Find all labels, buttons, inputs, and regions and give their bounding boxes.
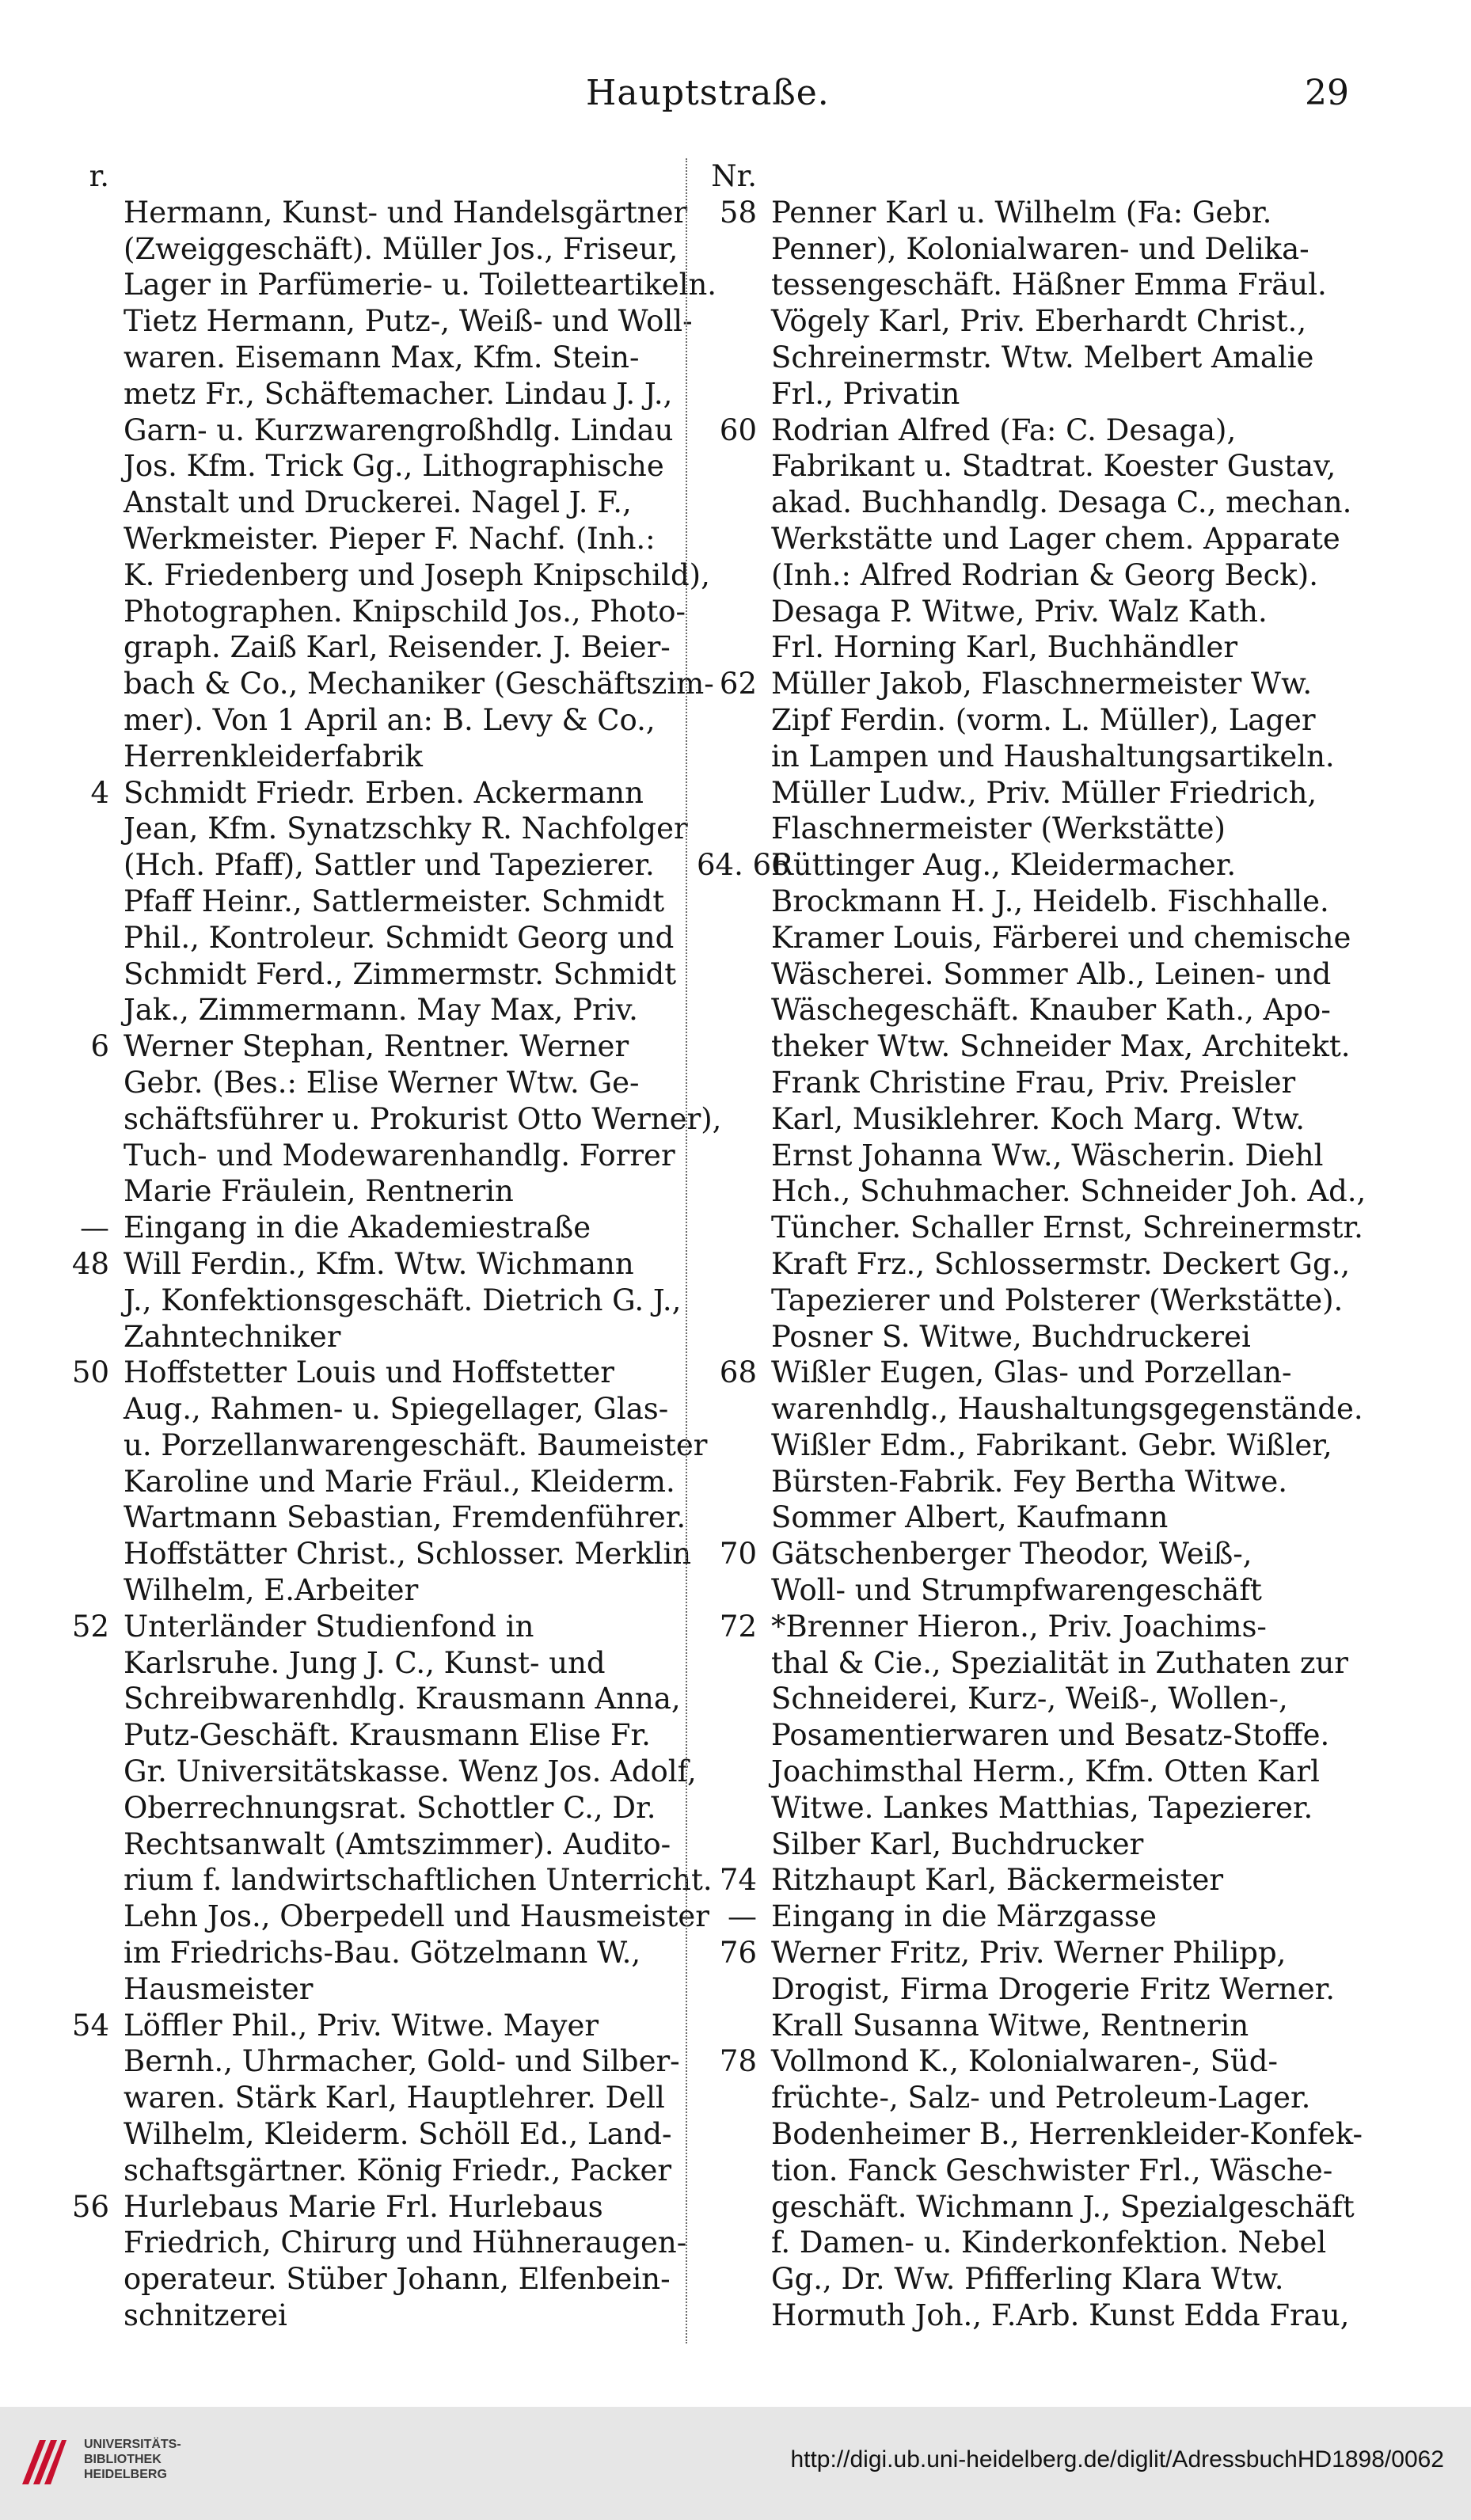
address-entry	[697, 1935, 1378, 2043]
house-number: —	[728, 1899, 757, 1934]
entry-line	[124, 158, 681, 195]
entry-line: Fabrikant u. Stadtrat. Koester Gustav,	[771, 449, 1336, 484]
entry-text	[109, 1355, 707, 1609]
entry-line: Hch., Schuhmacher. Schneider Joh. Ad.,	[771, 1174, 1366, 1209]
entry-line: Schneiderei, Kurz-, Weiß-, Wollen-,	[771, 1682, 1288, 1716]
entry-line: Hurlebaus Marie Frl. Hurlebaus	[124, 2189, 603, 2224]
entry-line: Lager in Parfümerie- u. Toiletteartikeln.	[124, 268, 717, 302]
entry-line: Gg., Dr. Ww. Pfifferling Klara Wtw.	[771, 2262, 1284, 2297]
entry-text	[109, 1609, 713, 2008]
entry-text	[757, 1899, 1378, 1935]
entry-line: Schreinermstr. Wtw. Melbert Amalie	[771, 340, 1314, 374]
entry-line: Wilhelm, Kleiderm. Schöll Ed., Land-	[124, 2117, 672, 2152]
house-number: —	[80, 1211, 109, 1245]
entry-line: Bernh., Uhrmacher, Gold- und Silber-	[124, 2044, 680, 2079]
left-column	[48, 158, 722, 2334]
entry-text	[757, 1862, 1378, 1899]
house-number: 58	[719, 195, 757, 230]
entry-line: Schmidt Friedr. Erben. Ackermann	[124, 775, 644, 810]
address-entry	[697, 1355, 1378, 1536]
entry-text	[757, 158, 1378, 195]
entry-line: früchte-, Salz- und Petroleum-Lager.	[771, 2081, 1311, 2115]
entry-line: (Hch. Pfaff), Sattler und Tapezierer.	[124, 848, 655, 883]
entry-line: Posamentierwaren und Besatz-Stoffe.	[771, 1718, 1330, 1753]
entry-line: Penner Karl u. Wilhelm (Fa: Gebr.	[771, 195, 1272, 230]
entry-line: tion. Fanck Geschwister Frl., Wäsche-	[771, 2153, 1333, 2187]
entry-line: Desaga P. Witwe, Priv. Walz Kath.	[771, 594, 1268, 629]
entry-line: Anstalt und Druckerei. Nagel J. F.,	[124, 485, 632, 520]
entry-text	[109, 775, 688, 1029]
entry-line: Vollmond K., Kolonialwaren-, Süd-	[771, 2044, 1278, 2079]
address-entry	[697, 666, 1378, 847]
entry-text	[109, 2008, 681, 2189]
entry-line: Putz-Geschäft. Krausmann Elise Fr.	[124, 1718, 651, 1753]
entry-line: Jak., Zimmermann. May Max, Priv.	[124, 993, 638, 1028]
entry-line: K. Friedenberg und Joseph Knipschild),	[124, 557, 710, 592]
address-entry	[48, 1246, 681, 1355]
house-number: 6	[90, 1029, 109, 1064]
library-logo-text	[84, 2437, 181, 2482]
address-entry	[48, 1210, 681, 1246]
library-logo-icon	[16, 2434, 71, 2489]
entry-line: Lehn Jos., Oberpedell und Hausmeister	[124, 1899, 709, 1934]
entry-line: Herrenkleiderfabrik	[124, 739, 423, 773]
entry-line: Eingang in die Akademiestraße	[124, 1211, 591, 1245]
address-entry	[48, 1355, 708, 1609]
entry-line: operateur. Stüber Johann, Elfenbein-	[124, 2262, 671, 2297]
entry-line: u. Porzellanwarengeschäft. Baumeister	[124, 1427, 708, 1462]
house-number: 52	[71, 1609, 109, 1644]
entry-line: Frl. Horning Karl, Buchhändler	[771, 630, 1238, 665]
entry-line: bach & Co., Mechaniker (Geschäftszim-	[124, 667, 714, 701]
entry-line: Pfaff Heinr., Sattlermeister. Schmidt	[124, 884, 665, 918]
entry-line: graph. Zaiß Karl, Reisender. J. Beier-	[124, 630, 671, 665]
entry-text	[109, 195, 716, 775]
entry-text	[757, 666, 1378, 847]
entry-line: Jos. Kfm. Trick Gg., Lithographische	[124, 449, 664, 484]
entry-line: Phil., Kontroleur. Schmidt Georg und	[124, 920, 675, 955]
entry-text	[757, 1355, 1378, 1536]
entry-text	[757, 1935, 1378, 2043]
source-url-link[interactable]: http://digi.ub.uni-heidelberg.de/diglit/AdressbuchHD1898/0062	[790, 2446, 1444, 2472]
entry-line: Kraft Frz., Schlossermstr. Deckert Gg.,	[771, 1246, 1351, 1281]
entry-line: Löffler Phil., Priv. Witwe. Mayer	[124, 2008, 599, 2043]
entry-line: geschäft. Wichmann J., Spezialgeschäft	[771, 2189, 1355, 2224]
entry-text	[757, 412, 1378, 667]
address-entry	[48, 2189, 687, 2334]
entry-line: Schreibwarenhdlg. Krausmann Anna,	[124, 1682, 681, 1716]
entry-line: Silber Karl, Buchdrucker	[771, 1826, 1144, 1861]
entry-line: *Brenner Hieron., Priv. Joachims-	[771, 1609, 1267, 1644]
entry-line: Gr. Universitätskasse. Wenz Jos. Adolf,	[124, 1754, 697, 1789]
entry-line: Gätschenberger Theodor, Weiß-,	[771, 1537, 1252, 1572]
entry-line: Wäscherei. Sommer Alb., Leinen- und	[771, 956, 1332, 991]
house-number: 76	[719, 1936, 757, 1971]
house-number: 48	[71, 1246, 109, 1281]
address-entry	[48, 195, 717, 775]
house-number: 74	[719, 1863, 757, 1898]
footer-bar	[0, 2407, 1471, 2520]
logo-line: BIBLIOTHEK	[84, 2453, 162, 2466]
entry-line	[771, 158, 1378, 195]
entry-line: Werkstätte und Lager chem. Apparate	[771, 521, 1340, 556]
entry-text	[757, 847, 1378, 1355]
entry-text	[109, 2189, 686, 2334]
entry-line: Jean, Kfm. Synatzschky R. Nachfolger	[124, 811, 688, 846]
entry-line: Karl, Musiklehrer. Koch Marg. Wtw.	[771, 1101, 1306, 1136]
entry-line: Frl., Privatin	[771, 376, 960, 411]
entry-line: in Lampen und Haushaltungsartikeln.	[771, 739, 1335, 773]
entry-line: Bürsten-Fabrik. Fey Bertha Witwe.	[771, 1464, 1288, 1499]
entry-line: Aug., Rahmen- u. Spiegellager, Glas-	[124, 1392, 669, 1427]
entry-line: Will Ferdin., Kfm. Wtw. Wichmann	[124, 1246, 634, 1281]
entry-line: Vögely Karl, Priv. Eberhardt Christ.,	[771, 304, 1307, 339]
entry-line: Tietz Hermann, Putz-, Weiß- und Woll-	[124, 304, 693, 339]
entry-line: schaftsgärtner. König Friedr., Packer	[124, 2153, 672, 2187]
entry-text	[109, 158, 681, 195]
entry-line: metz Fr., Schäftemacher. Lindau J. J.,	[124, 376, 673, 411]
house-number: r.	[89, 159, 109, 193]
entry-line: Krall Susanna Witwe, Rentnerin	[771, 2008, 1249, 2043]
page-title: Hauptstraße.	[586, 73, 830, 113]
entry-line: Gebr. (Bes.: Elise Werner Wtw. Ge-	[124, 1065, 640, 1100]
address-entry	[48, 158, 681, 195]
entry-line: Drogist, Firma Drogerie Fritz Werner.	[771, 1971, 1336, 2006]
address-entry	[48, 1028, 722, 1210]
entry-line: Garn- u. Kurzwarengroßhdlg. Lindau	[124, 412, 674, 447]
entry-line: Ernst Johanna Ww., Wäscherin. Diehl	[771, 1138, 1324, 1173]
entry-line: Flaschnermeister (Werkstätte)	[771, 811, 1226, 846]
entry-line: Hoffstätter Christ., Schlosser. Merklin	[124, 1537, 692, 1572]
logo-line: HEIDELBERG	[84, 2468, 167, 2481]
entry-line: Wäschegeschäft. Knauber Kath., Apo-	[771, 993, 1331, 1028]
address-entry	[697, 2043, 1378, 2333]
entry-line: tessengeschäft. Häßner Emma Fräul.	[771, 268, 1327, 302]
entry-line: f. Damen- u. Kinderkonfektion. Nebel	[771, 2225, 1327, 2260]
entry-text	[109, 1210, 681, 1246]
entry-line: Sommer Albert, Kaufmann	[771, 1500, 1169, 1535]
entry-line: (Inh.: Alfred Rodrian & Georg Beck).	[771, 557, 1318, 592]
entry-line: Wißler Edm., Fabrikant. Gebr. Wißler,	[771, 1427, 1332, 1462]
entry-line: Werkmeister. Pieper F. Nachf. (Inh.:	[124, 521, 656, 556]
address-entry	[697, 158, 1378, 195]
address-entry	[697, 1536, 1378, 1609]
entry-line: theker Wtw. Schneider Max, Architekt.	[771, 1029, 1351, 1064]
entry-line: akad. Buchhandlg. Desaga C., mechan.	[771, 485, 1352, 520]
entry-line: waren. Eisemann Max, Kfm. Stein-	[124, 340, 640, 374]
entry-line: im Friedrichs-Bau. Götzelmann W.,	[124, 1936, 641, 1971]
entry-line: Frank Christine Frau, Priv. Preisler	[771, 1065, 1296, 1100]
entry-line: Penner), Kolonialwaren- und Delika-	[771, 231, 1309, 266]
house-number: 78	[719, 2044, 757, 2079]
address-entry	[48, 775, 688, 1029]
entry-line: schäftsführer u. Prokurist Otto Werner),	[124, 1101, 722, 1136]
entry-line: Woll- und Strumpfwarengeschäft	[771, 1573, 1262, 1608]
entry-line: Tuch- und Modewarenhandlg. Forrer	[124, 1138, 675, 1173]
entry-line: Witwe. Lankes Matthias, Tapezierer.	[771, 1790, 1313, 1825]
address-entry	[697, 1609, 1378, 1863]
entry-text	[757, 1609, 1378, 1863]
entry-line: Bodenheimer B., Herrenkleider-Konfek-	[771, 2117, 1363, 2152]
entry-line: Rodrian Alfred (Fa: C. Desaga),	[771, 412, 1237, 447]
entry-line: Karlsruhe. Jung J. C., Kunst- und	[124, 1645, 606, 1680]
entry-line: Unterländer Studienfond in	[124, 1609, 534, 1644]
entry-text	[109, 1028, 721, 1210]
entry-line: Wartmann Sebastian, Fremdenführer.	[124, 1500, 686, 1535]
address-entry	[697, 847, 1378, 1355]
entry-line: warenhdlg., Haushaltungsgegenstände.	[771, 1392, 1363, 1427]
house-number: Nr.	[711, 159, 757, 193]
entry-line: Ritzhaupt Karl, Bäckermeister	[771, 1863, 1224, 1898]
entry-line: J., Konfektionsgeschäft. Dietrich G. J.,	[124, 1283, 682, 1317]
house-number: 62	[719, 667, 757, 701]
right-column	[697, 158, 1378, 2334]
entry-line: Müller Ludw., Priv. Müller Friedrich,	[771, 775, 1317, 810]
house-number: 4	[90, 775, 109, 810]
entry-line: Oberrechnungsrat. Schottler C., Dr.	[124, 1790, 656, 1825]
entry-line: (Zweiggeschäft). Müller Jos., Friseur,	[124, 231, 678, 266]
entry-line: Zipf Ferdin. (vorm. L. Müller), Lager	[771, 702, 1316, 737]
address-entry	[48, 1609, 713, 2008]
entry-line: mer). Von 1 April an: B. Levy & Co.,	[124, 702, 656, 737]
entry-line: Friedrich, Chirurg und Hühneraugen-	[124, 2225, 687, 2260]
entry-line: Karoline und Marie Fräul., Kleiderm.	[124, 1464, 675, 1499]
entry-line: Zahntechniker	[124, 1319, 341, 1354]
entry-line: Wißler Eugen, Glas- und Porzellan-	[771, 1355, 1292, 1390]
entry-line: Kramer Louis, Färberei und chemische	[771, 920, 1351, 955]
house-number: 70	[719, 1537, 757, 1572]
entry-line: Photographen. Knipschild Jos., Photo-	[124, 594, 686, 629]
entry-line: waren. Stärk Karl, Hauptlehrer. Dell	[124, 2081, 665, 2115]
entry-line: Hormuth Joh., F.Arb. Kunst Edda Frau,	[771, 2298, 1350, 2333]
entry-line: schnitzerei	[124, 2298, 287, 2333]
entry-line: Hausmeister	[124, 1971, 314, 2006]
entry-line: Werner Fritz, Priv. Werner Philipp,	[771, 1936, 1287, 1971]
entry-line: rium f. landwirtschaftlichen Unterricht.	[124, 1863, 713, 1898]
entry-text	[757, 1536, 1378, 1609]
house-number: 50	[71, 1355, 109, 1390]
entry-line: Joachimsthal Herm., Kfm. Otten Karl	[771, 1754, 1320, 1789]
entry-line: Hermann, Kunst- und Handelsgärtner	[124, 195, 688, 230]
entry-line: Hoffstetter Louis und Hoffstetter	[124, 1355, 614, 1390]
page-number: 29	[1305, 73, 1349, 113]
entry-line: Posner S. Witwe, Buchdruckerei	[771, 1319, 1251, 1354]
entry-line: Schmidt Ferd., Zimmermstr. Schmidt	[124, 956, 677, 991]
entry-line: Werner Stephan, Rentner. Werner	[124, 1029, 629, 1064]
house-number: 60	[719, 412, 757, 447]
entry-line: Marie Fräulein, Rentnerin	[124, 1174, 514, 1209]
address-entry	[697, 1862, 1378, 1899]
house-number: 54	[71, 2008, 109, 2043]
entry-text	[109, 1246, 681, 1355]
address-entry	[697, 1899, 1378, 1935]
entry-line: Tüncher. Schaller Ernst, Schreinermstr.	[771, 1211, 1363, 1245]
entry-text	[757, 2043, 1378, 2333]
entry-line: thal & Cie., Spezialität in Zuthaten zur	[771, 1645, 1348, 1680]
entry-line: Tapezierer und Polsterer (Werkstätte).	[771, 1283, 1344, 1317]
entry-line: Wilhelm, E.Arbeiter	[124, 1573, 419, 1608]
library-logo	[16, 2429, 206, 2500]
running-head	[0, 73, 1471, 120]
address-entry	[48, 2008, 681, 2189]
house-number: 56	[71, 2189, 109, 2224]
house-number: 68	[719, 1355, 757, 1390]
address-entry	[697, 195, 1378, 412]
house-number: 64. 66	[697, 848, 790, 883]
entry-line: Rechtsanwalt (Amtszimmer). Audito-	[124, 1826, 671, 1861]
logo-line: UNIVERSITÄTS-	[84, 2438, 181, 2451]
entry-line: Brockmann H. J., Heidelb. Fischhalle.	[771, 884, 1329, 918]
entry-text	[757, 195, 1378, 412]
entry-line: Müller Jakob, Flaschnermeister Ww.	[771, 667, 1313, 701]
entry-line: Rüttinger Aug., Kleidermacher.	[771, 848, 1237, 883]
house-number: 72	[719, 1609, 757, 1644]
address-entry	[697, 412, 1378, 667]
column-divider	[686, 158, 687, 2343]
entry-line: Eingang in die Märzgasse	[771, 1899, 1157, 1934]
